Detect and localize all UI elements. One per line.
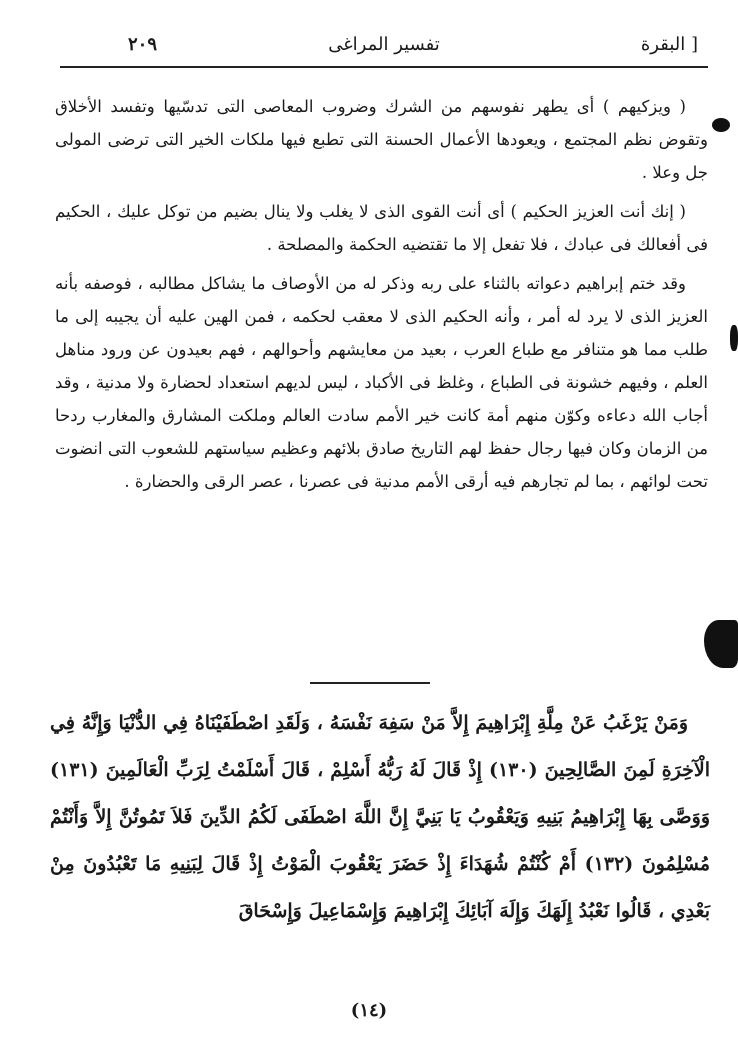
- page-number: ٢٠٩: [128, 34, 158, 55]
- paragraph: ( ويزكيهم ) أى يطهر نفوسهم من الشرك وضروب المعاصى التى تدسّيها وتفسد الأخلاق وتقوض نظم المجتمع ، ويعودها الأعمال الحسنة التى تطبع فيها ملكات الخير التى ترضى المولى جل وعلا .: [55, 97, 708, 182]
- commentary-text: [55, 90, 708, 504]
- paragraph: ( إنك أنت العزيز الحكيم ) أى أنت القوى الذى لا يغلب ولا ينال بضيم من توكل عليك ، الحكيم فى أفعالك فى عبادك ، فلا تفعل إلا ما تقتضيه الحكمة والمصلحة .: [55, 202, 708, 254]
- paragraph: وقد ختم إبراهيم دعواته بالثناء على ربه وذكر له من الأوصاف ما يشاكل مطالبه ، فوصفه بأنه العزيز الذى لا يرد له أمر ، وأنه الحكيم الذى لا معقب لحكمه ، فمن الهين عليه أن يجيبه إلى ما طلب مما هو متنافر مع طباع العرب ، بعيد من معايشهم وأحوالهم ، فهم بعيدون عن ورود مناهل العلم ، وفيهم خشونة فى الطباع ، وغلظ فى الأكباد ، ليس لديهم استعداد لحضارة ولا مدنية ، وقد أجاب الله دعاءه وكوّن منهم أمة كانت خير الأمم سادت العالم وملكت المشارق والمغارب ردحا من الزمان وكان فيها رجال حفظ لهم التاريخ صادق بلائهم وعظيم سياستهم للشعوب التى انضوت تحت لوائهم ، بما لم تجارهم فيه أرقى الأمم مدنية فى عصرنا ، عصر الرقى والحضارة .: [55, 274, 708, 491]
- surah-name: البقرة ]: [640, 34, 698, 55]
- running-header: [60, 30, 708, 68]
- verses-text: وَمَنْ يَرْغَبُ عَنْ مِلَّةِ إِبْرَاهِيمَ إِلاَّ مَنْ سَفِهَ نَفْسَهُ ، وَلَقَدِ اصْطَفَيْنَاهُ فِي الدُّنْيَا وَإِنَّهُ فِي الْآخِرَةِ لَمِنَ الصَّالِحِينَ (١٣٠) إِذْ قَالَ لَهُ رَبُّهُ أَسْلِمْ ، قَالَ أَسْلَمْتُ لِرَبِّ الْعَالَمِينَ (١٣١) وَوَصَّى بِهَا إِبْرَاهِيمُ بَنِيهِ وَيَعْقُوبُ يَا بَنِيَّ إِنَّ اللَّهَ اصْطَفَى لَكُمُ الدِّينَ فَلاَ تَمُوتُنَّ إِلاَّ وَأَنْتُمْ مُسْلِمُونَ (١٣٢) أَمْ كُنْتُمْ شُهَدَاءَ إِذْ حَضَرَ يَعْقُوبَ الْمَوْتُ إِذْ قَالَ لِبَنِيهِ مَا تَعْبُدُونَ مِنْ بَعْدِي ، قَالُوا نَعْبُدُ إِلَهَكَ وَإِلَهَ آبَائِكَ إِبْرَاهِيمَ وَإِسْمَاعِيلَ وَإِسْحَاقَ: [50, 712, 710, 922]
- book-title: تفسير المراغى: [328, 34, 440, 55]
- quran-verses: [50, 700, 710, 935]
- scan-blot: [730, 325, 738, 351]
- scan-blot: [712, 118, 730, 132]
- scan-blot: [704, 620, 738, 668]
- signature-number: (١٤): [350, 1000, 388, 1021]
- section-divider: [310, 682, 430, 684]
